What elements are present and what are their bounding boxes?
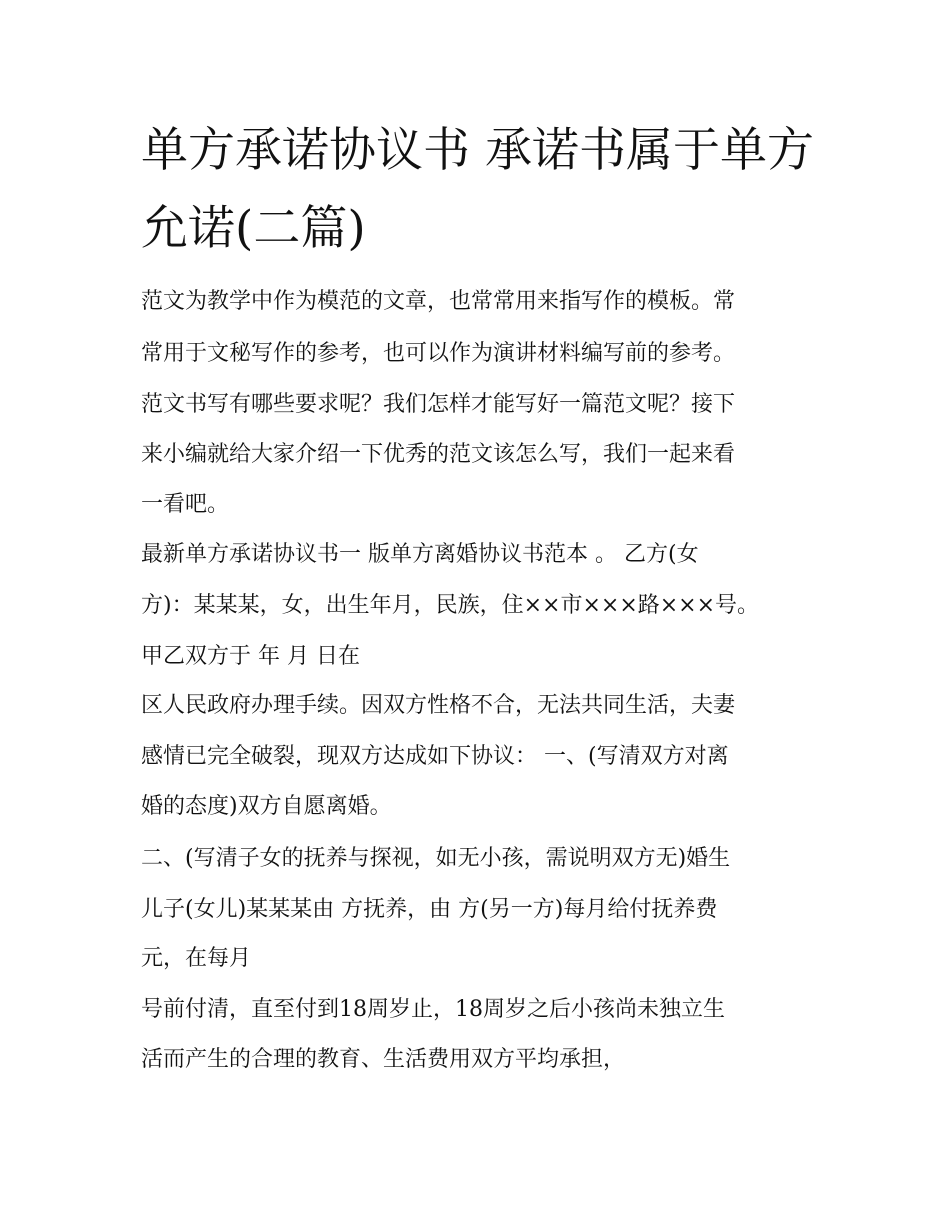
body-line: 号前付清，直至付到18周岁止，18周岁之后小孩尚未独立生 bbox=[141, 997, 725, 1022]
body-line: 元，在每月 bbox=[141, 946, 252, 971]
body-line: 常用于文秘写作的参考，也可以作为演讲材料编写前的参考。 bbox=[141, 341, 736, 366]
body-line: 一看吧。 bbox=[141, 492, 230, 517]
document-title: 单方承诺协议书 承诺书属于单方允诺(二篇) bbox=[141, 123, 814, 256]
body-line: 来小编就给大家介绍一下优秀的范文该怎么写，我们一起来看 bbox=[141, 442, 736, 467]
body-line: 最新单方承诺协议书一 版单方离婚协议书范本 。 乙方(女 bbox=[141, 542, 699, 567]
body-line: 感情已完全破裂，现双方达成如下协议： 一、(写清双方对离 bbox=[141, 744, 729, 769]
body-line: 区人民政府办理手续。因双方性格不合，无法共同生活，夫妻 bbox=[141, 693, 736, 718]
body-line: 婚的态度)双方自愿离婚。 bbox=[141, 794, 392, 819]
body-line: 甲乙双方于 年 月 日在 bbox=[141, 644, 360, 669]
body-line: 二、(写清子女的抚养与探视，如无小孩，需说明双方无)婚生 bbox=[141, 846, 731, 871]
body-line: 儿子(女儿)某某某由 方抚养，由 方(另一方)每月给付抚养费 bbox=[141, 897, 718, 922]
body-line: 范文为教学中作为模范的文章，也常常用来指写作的模板。常 bbox=[141, 289, 736, 314]
body-line: 范文书写有哪些要求呢？我们怎样才能写好一篇范文呢？接下 bbox=[141, 392, 736, 417]
body-line: 方)：某某某，女，出生年月，民族，住××市×××路×××号。 bbox=[141, 593, 760, 618]
body-line: 活而产生的合理的教育、生活费用双方平均承担， bbox=[141, 1047, 626, 1072]
